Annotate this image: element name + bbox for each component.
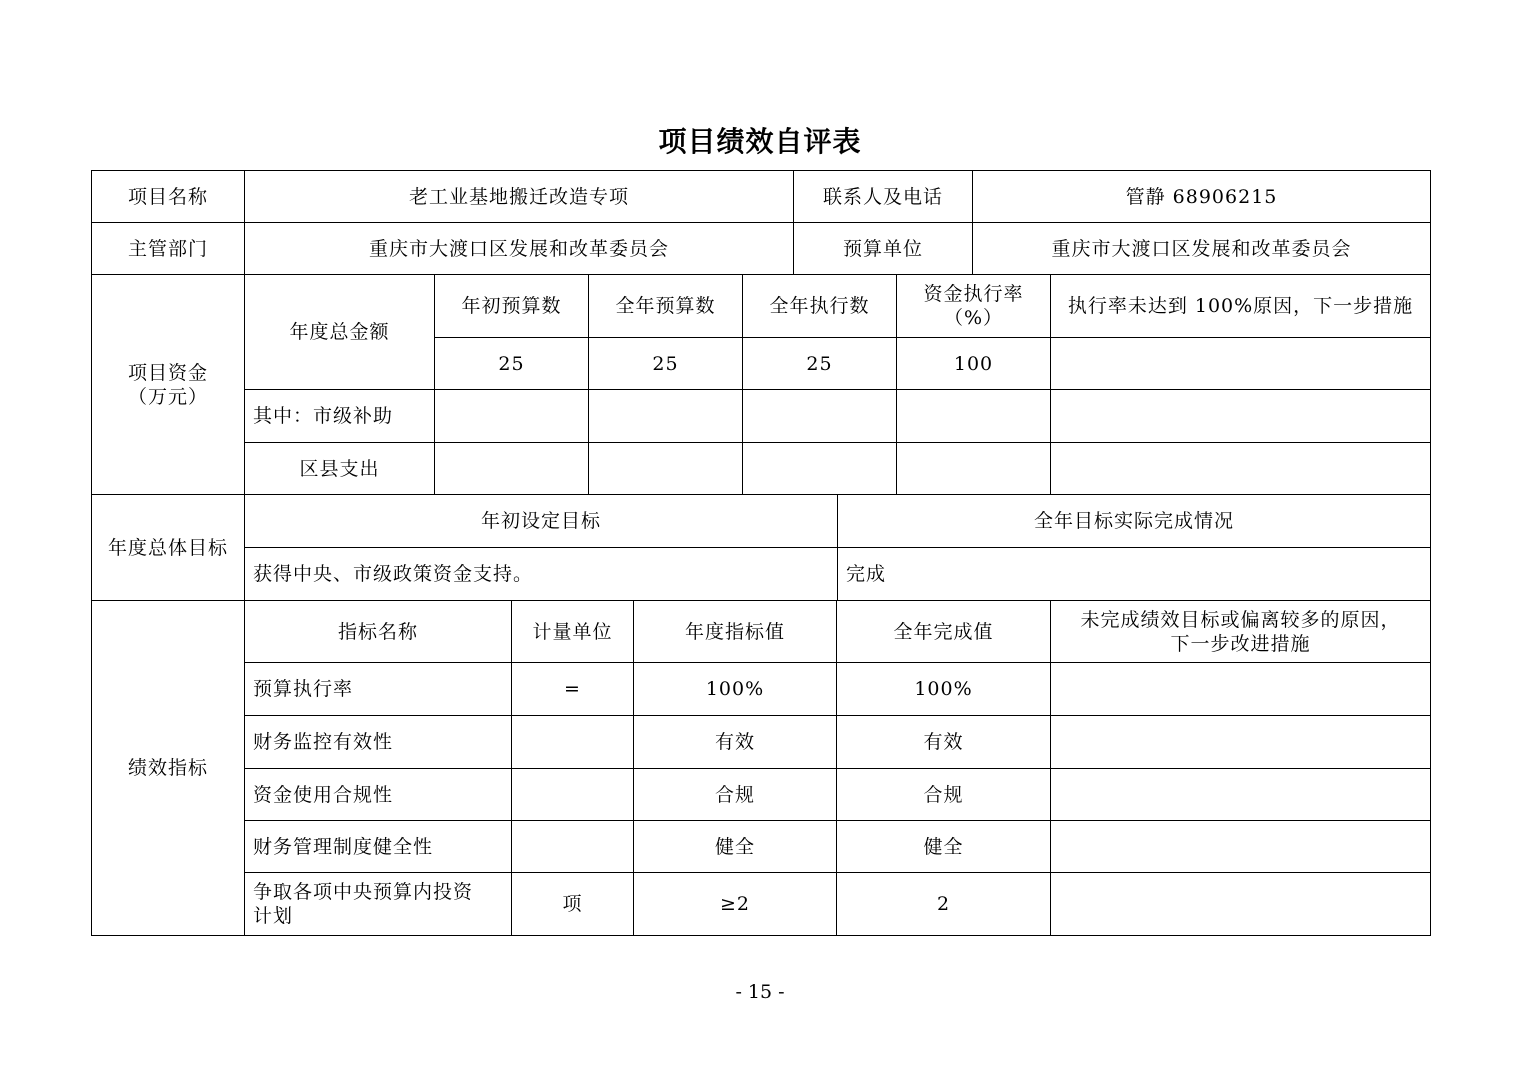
budget-unit-label-text: 预算单位 — [842, 237, 923, 260]
funds-value-initial — [434, 337, 588, 389]
funds-header-initial — [434, 274, 588, 337]
indicator-row-actual — [836, 820, 1050, 872]
indicator-row-target-text: 健全 — [714, 835, 755, 858]
indicator-row-actual — [836, 768, 1050, 820]
indicator-row-actual — [836, 662, 1050, 715]
indicator-row-target-text: 有效 — [714, 731, 755, 753]
indicator-row-actual-text: 合规 — [923, 783, 964, 806]
project-name-value — [244, 170, 793, 222]
indicator-row-reason — [1050, 715, 1431, 768]
department-label — [91, 222, 244, 274]
funds-header-initial-text: 年初预算数 — [461, 295, 562, 317]
goals-set-header-text: 年初设定目标 — [480, 510, 601, 532]
budget-unit-label — [793, 222, 972, 274]
page-title: 项目绩效自评表 — [658, 125, 862, 158]
funds-value-full-budget — [588, 337, 742, 389]
indicator-row-target — [633, 662, 836, 715]
indicator-row-name-text: 财务管理制度健全性 — [253, 835, 434, 858]
indicator-header-actual-text: 全年完成值 — [893, 620, 994, 643]
indicator-row-actual-text: 100% — [914, 678, 973, 700]
funds-county-label — [244, 442, 434, 494]
funds-value-reason — [1050, 337, 1431, 389]
indicator-row-unit-text: = — [564, 678, 581, 700]
indicator-row-target-text: ≥2 — [719, 893, 750, 915]
indicator-row-unit — [511, 820, 633, 872]
funds-label — [91, 274, 244, 494]
funds-city-reason — [1050, 389, 1431, 442]
indicator-header-reason — [1050, 600, 1431, 662]
project-name-label-text: 项目名称 — [127, 185, 208, 208]
funds-city-label — [244, 389, 434, 442]
indicators-label — [91, 600, 244, 936]
funds-header-rate — [896, 274, 1050, 337]
indicator-row-target — [633, 872, 836, 936]
funds-county-full-exec — [742, 442, 896, 494]
funds-header-full-budget — [588, 274, 742, 337]
contact-label-text: 联系人及电话 — [822, 185, 943, 208]
contact-value — [972, 170, 1431, 222]
indicator-row-reason — [1050, 820, 1431, 872]
funds-label-text: 项目资金 （万元） — [127, 361, 208, 408]
indicator-row-target — [633, 820, 836, 872]
funds-value-full-exec — [742, 337, 896, 389]
goals-actual-header — [837, 494, 1431, 547]
funds-header-full-exec-text: 全年执行数 — [769, 295, 870, 317]
funds-city-full-exec — [742, 389, 896, 442]
indicator-row-unit-text: 项 — [562, 893, 583, 915]
indicator-row-target — [633, 715, 836, 768]
indicator-row-reason — [1050, 662, 1431, 715]
indicator-row-target — [633, 768, 836, 820]
indicator-row-actual-text: 2 — [936, 893, 951, 915]
indicator-row-unit — [511, 872, 633, 936]
funds-county-rate — [896, 442, 1050, 494]
funds-city-rate — [896, 389, 1050, 442]
indicator-row-target-text: 合规 — [714, 783, 755, 806]
indicator-row-reason — [1050, 872, 1431, 936]
goals-label — [91, 494, 244, 600]
department-value — [244, 222, 793, 274]
indicator-header-name — [244, 600, 511, 662]
annual-total-label-text: 年度总金额 — [289, 321, 390, 343]
funds-county-initial — [434, 442, 588, 494]
budget-unit-value — [972, 222, 1431, 274]
indicator-header-name-text: 指标名称 — [337, 620, 418, 643]
indicator-row-actual-text: 有效 — [923, 731, 964, 753]
indicator-row-unit — [511, 768, 633, 820]
department-label-text: 主管部门 — [127, 237, 208, 260]
indicator-row-name-text: 财务监控有效性 — [253, 731, 394, 753]
annual-total-label — [244, 274, 434, 389]
funds-header-full-budget-text: 全年预算数 — [615, 295, 716, 317]
funds-county-label-text: 区县支出 — [299, 457, 380, 480]
goals-set-value — [244, 547, 837, 600]
department-value-text: 重庆市大渡口区发展和改革委员会 — [368, 237, 669, 260]
contact-label — [793, 170, 972, 222]
goals-label-text: 年度总体目标 — [107, 536, 228, 559]
indicator-row-reason — [1050, 768, 1431, 820]
funds-city-initial — [434, 389, 588, 442]
page-number: - 15 - — [735, 981, 785, 1003]
indicator-row-name — [244, 715, 511, 768]
funds-value-initial-text: 25 — [498, 352, 525, 375]
funds-value-rate — [896, 337, 1050, 389]
funds-city-label-text: 其中：市级补助 — [253, 405, 394, 427]
indicator-row-unit — [511, 662, 633, 715]
funds-city-full-budget — [588, 389, 742, 442]
indicators-label-text: 绩效指标 — [127, 757, 208, 779]
funds-value-full-exec-text: 25 — [806, 352, 833, 375]
indicator-header-actual — [836, 600, 1050, 662]
funds-value-rate-text: 100 — [953, 352, 994, 375]
contact-value-text: 管静 68906215 — [1125, 185, 1278, 208]
indicator-header-target — [633, 600, 836, 662]
funds-value-full-budget-text: 25 — [652, 352, 679, 375]
indicator-row-unit — [511, 715, 633, 768]
indicator-row-name-text: 资金使用合规性 — [253, 783, 394, 806]
indicator-header-reason-text: 未完成绩效目标或偏离较多的原因， 下一步改进措施 — [1080, 608, 1401, 655]
indicator-header-unit-text: 计量单位 — [532, 620, 613, 643]
funds-header-reason-text: 执行率未达到 100%原因，下一步措施 — [1067, 295, 1414, 317]
indicator-row-target-text: 100% — [705, 678, 765, 700]
goals-set-value-text: 获得中央、市级政策资金支持。 — [253, 563, 534, 585]
indicator-row-actual — [836, 872, 1050, 936]
goals-actual-value-text: 完成 — [846, 563, 887, 585]
indicator-row-name-text: 争取各项中央预算内投资 计划 — [253, 881, 474, 927]
budget-unit-value-text: 重庆市大渡口区发展和改革委员会 — [1051, 237, 1352, 260]
goals-actual-value — [837, 547, 1431, 600]
indicator-row-name — [244, 820, 511, 872]
indicator-row-name — [244, 662, 511, 715]
indicator-header-unit — [511, 600, 633, 662]
indicator-row-name — [244, 872, 511, 936]
goals-set-header — [244, 494, 837, 547]
indicator-row-actual-text: 健全 — [923, 835, 964, 858]
indicator-header-target-text: 年度指标值 — [684, 620, 785, 643]
indicator-row-name — [244, 768, 511, 820]
goals-actual-header-text: 全年目标实际完成情况 — [1033, 510, 1234, 532]
funds-header-reason — [1050, 274, 1431, 337]
indicator-row-name-text: 预算执行率 — [253, 678, 354, 700]
project-name-value-text: 老工业基地搬迁改造专项 — [408, 185, 629, 208]
funds-county-full-budget — [588, 442, 742, 494]
project-name-label — [91, 170, 244, 222]
funds-header-full-exec — [742, 274, 896, 337]
indicator-row-actual — [836, 715, 1050, 768]
funds-header-rate-text: 资金执行率 （%） — [923, 283, 1024, 329]
funds-county-reason — [1050, 442, 1431, 494]
